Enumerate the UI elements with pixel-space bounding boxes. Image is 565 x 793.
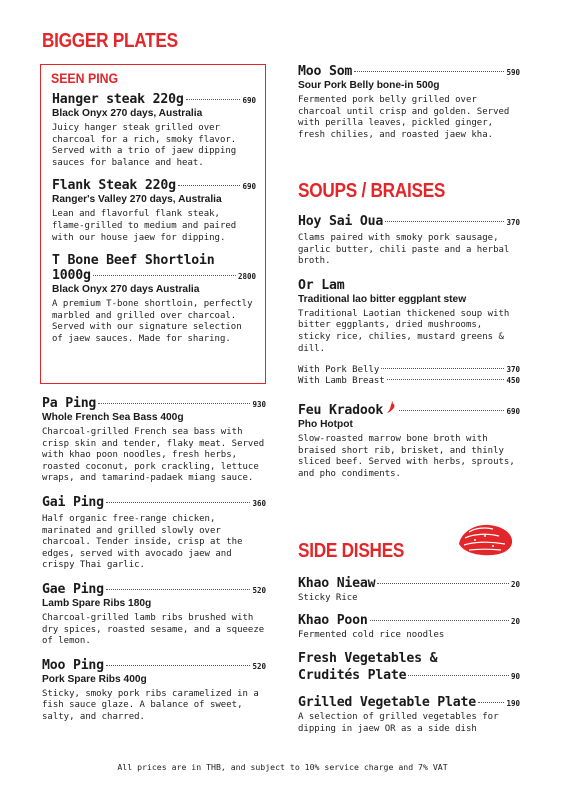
menu-item-gae-ping xyxy=(42,582,266,648)
item-subtitle: Black Onyx 270 days, Australia xyxy=(52,108,203,119)
item-description: Traditional Laotian thickened soup with bitter eggplants, dried mushrooms, sticky rice, chilies, mustard greens & dill. xyxy=(298,308,510,354)
item-name-line2: Crudités Plate xyxy=(298,668,407,684)
item-subtitle: Lamb Spare Ribs 180g xyxy=(42,597,152,609)
menu-item-khao-nieaw xyxy=(298,576,520,605)
item-description: Slow-roasted marrow bone broth with braised short rib, brisket, and thinly sliced beef. Served with herbs, sprouts, and pho condiments. xyxy=(298,434,515,479)
item-price: 2800 xyxy=(237,272,256,282)
menu-item-moo-som xyxy=(298,64,520,141)
item-description: Fermented cold rice noodles xyxy=(298,629,445,640)
item-description: A premium T-bone shortloin, perfectly marbled and grilled over charcoal. Served with our signature selection of jaew sauces. Made for sharing. xyxy=(52,299,253,344)
seen-ping-box xyxy=(40,64,266,384)
item-name: Khao Nieaw xyxy=(298,576,376,591)
item-description: Lean and flavorful flank steak, flame-grilled to medium and paired with our house jaew for dipping. xyxy=(52,209,237,243)
ribs-illustration-icon xyxy=(455,518,515,560)
dot-leader xyxy=(387,379,505,380)
dot-leader xyxy=(354,71,504,72)
menu-item-pa-ping xyxy=(42,396,266,485)
dot-leader xyxy=(370,620,509,621)
item-description: Clams paired with smoky pork sausage, garlic butter, chili paste and a herbal broth. xyxy=(298,233,510,267)
item-name: Hoy Sai Oua xyxy=(298,214,384,229)
variant-label: With Lamb Breast xyxy=(298,376,385,387)
menu-item-t-bone xyxy=(52,253,256,345)
item-description: Half organic free-range chicken, marinated and grilled slowly over charcoal. Tender inside, crisp at the edges, served with avocado jaew and crispy Thai garlic. xyxy=(42,513,243,571)
menu-item-khao-poon xyxy=(298,613,520,642)
item-name: Moo Ping xyxy=(42,657,104,673)
item-price: 690 xyxy=(242,96,256,105)
dot-leader xyxy=(377,583,509,584)
item-subtitle: Pho Hotpot xyxy=(298,419,353,431)
item-price: 20 xyxy=(510,580,520,589)
item-description: A selection of grilled vegetables for dipping in jaew OR as a side dish xyxy=(298,712,499,734)
dot-leader xyxy=(106,502,251,503)
item-name: Grilled Vegetable Plate xyxy=(298,695,477,711)
item-name: Gae Ping xyxy=(42,581,104,597)
dot-leader xyxy=(478,702,504,703)
item-subtitle: Pork Spare Ribs 400g xyxy=(42,673,147,685)
dot-leader xyxy=(93,275,236,276)
dot-leader xyxy=(381,368,504,369)
item-name: Hanger steak 220g xyxy=(52,92,184,107)
item-price: 690 xyxy=(242,182,256,192)
variant-pork-belly xyxy=(298,365,520,375)
item-price: 520 xyxy=(252,661,266,671)
item-price: 360 xyxy=(252,498,266,508)
item-subtitle: Traditional lao bitter eggplant stew xyxy=(298,293,467,305)
variant-price: 370 xyxy=(506,365,520,375)
variant-price: 450 xyxy=(506,376,520,386)
item-name: Feu Kradook xyxy=(298,403,384,419)
menu-item-flank-steak xyxy=(52,178,256,244)
menu-item-hoy-sai-oua xyxy=(298,214,520,268)
item-name: Or Lam xyxy=(298,277,345,293)
item-name: Moo Som xyxy=(298,64,353,79)
dot-leader xyxy=(178,185,241,186)
item-subtitle: Ranger's Valley 270 days, Australia xyxy=(52,194,222,206)
menu-item-hanger-steak xyxy=(52,92,256,169)
item-description: Fermented pork belly grilled over charcoal until crisp and golden. Served with perilla leaves, pickled ginger, fresh chilies, and roasted jaew kha. xyxy=(298,95,510,140)
dot-leader xyxy=(408,675,509,676)
item-subtitle: Sour Pork Belly bone-in 500g xyxy=(298,80,440,91)
item-subtitle: Whole French Sea Bass 400g xyxy=(42,412,184,423)
section-heading-soups-braises: SOUPS / BRAISES xyxy=(298,180,446,202)
item-price: 520 xyxy=(252,585,266,595)
item-description: Charcoal-grilled French sea bass with crisp skin and tender, flaky meat. Served with khao poon noodles, fresh herbs, roasted coconut, pork crackling, lettuce wraps, and tamarind-padaek miang sauce. xyxy=(42,427,265,484)
item-description: Sticky, smoky pork ribs caramelized in a fish sauce glaze. A balance of sweet, salty, and charred. xyxy=(42,688,259,722)
right-column-top xyxy=(298,64,520,141)
item-name-line2: 1000g xyxy=(52,268,91,284)
item-price: 590 xyxy=(506,68,520,77)
menu-item-feu-kradook xyxy=(298,400,520,480)
dot-leader xyxy=(399,410,504,411)
variant-lamb-breast xyxy=(298,376,520,386)
menu-item-fresh-vegetables xyxy=(298,651,520,683)
dot-leader xyxy=(98,403,250,404)
item-price: 370 xyxy=(506,218,520,227)
dot-leader xyxy=(186,99,241,100)
left-column xyxy=(42,396,266,724)
section-heading-bigger-plates: BIGGER PLATES xyxy=(42,30,178,52)
item-name: Flank Steak 220g xyxy=(52,178,176,194)
sides-column xyxy=(298,576,520,735)
seen-ping-heading: SEEN PING xyxy=(51,70,119,86)
soups-column xyxy=(298,214,520,481)
menu-item-gai-ping xyxy=(42,495,266,572)
item-price: 930 xyxy=(252,400,266,409)
variant-label: With Pork Belly xyxy=(298,365,380,376)
item-name: Gai Ping xyxy=(42,494,104,510)
item-subtitle: Black Onyx 270 days Australia xyxy=(52,284,200,296)
dot-leader xyxy=(106,665,251,666)
menu-item-grilled-vegetable-plate xyxy=(298,695,520,735)
item-price: 690 xyxy=(506,407,520,417)
dot-leader xyxy=(106,589,251,590)
item-name: Khao Poon xyxy=(298,612,368,628)
footer-note: All prices are in THB, and subject to 10% service charge and 7% VAT xyxy=(117,762,448,772)
chili-icon xyxy=(385,400,397,414)
item-price: 20 xyxy=(510,616,520,626)
menu-item-or-lam xyxy=(298,278,520,386)
item-price: 190 xyxy=(506,699,520,709)
item-description: Charcoal-grilled lamb ribs brushed with dry spices, roasted sesame, and a squeeze of lemon. xyxy=(42,612,265,647)
dot-leader xyxy=(385,221,504,222)
item-description: Juicy hanger steak grilled over charcoal for a rich, smoky flavor. Served with a trio of jaew dipping sauces for balance and heat. xyxy=(52,123,237,168)
menu-item-moo-ping xyxy=(42,658,266,724)
item-name-line1: T Bone Beef Shortloin xyxy=(52,253,215,269)
item-name-line1: Fresh Vegetables & xyxy=(298,651,438,667)
section-heading-side-dishes: SIDE DISHES xyxy=(298,540,405,562)
item-name: Pa Ping xyxy=(42,396,97,411)
item-price: 90 xyxy=(510,672,520,682)
item-subtitle: Sticky Rice xyxy=(298,593,358,603)
